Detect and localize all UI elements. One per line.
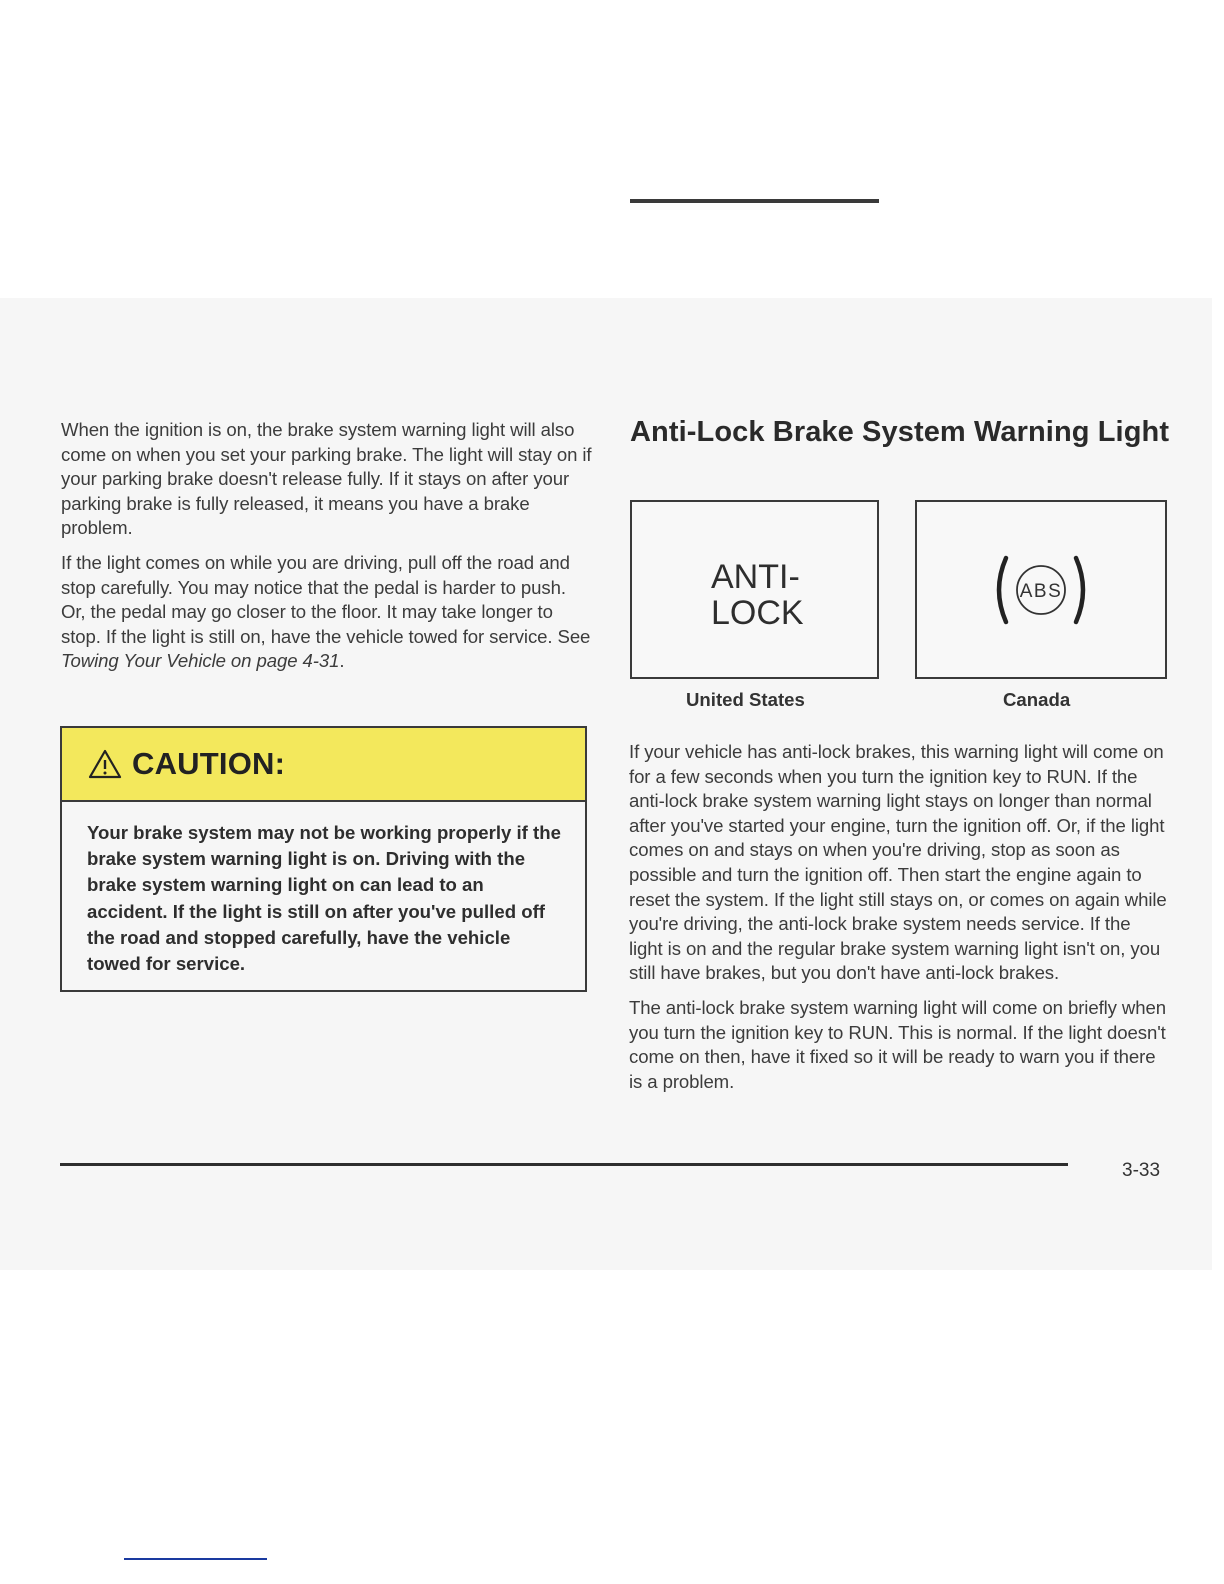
driving-warning-end: . [339,650,345,672]
anti-lock-symbol [711,559,804,631]
footer-rule [60,1163,1068,1166]
towing-reference-link[interactable]: Towing Your Vehicle on page 4-31 [61,650,340,672]
anti-lock-indicator-us-box [630,500,879,679]
right-column [630,412,1170,452]
anti-lock-symbol-line2: LOCK [711,594,804,632]
section-title: Anti-Lock Brake System Warning Light [630,416,1170,448]
caution-header [62,728,585,802]
anti-lock-indicator-us [630,199,879,203]
left-column [61,418,593,684]
abs-symbol-text: ABS [1019,581,1063,602]
caution-text: Your brake system may not be working properly if the brake system warning light is on. Driving with the brake system warning light on can lead to an accident. If the light is still on after you've pulled off the road and stopped carefully, have the vehicle towed for service. [87,822,561,975]
bottom-link-underline [124,1558,267,1560]
caption-canada: Canada [1003,689,1071,710]
abs-light-paragraph: If your vehicle has anti-lock brakes, this warning light will come on for a few seconds when you turn the ignition key to RUN. If the anti-lock brake system warning light stays on longer than normal after you've started your engine, turn the ignition off. Or, if the light comes on and stays on when you're driving, stop as soon as possible and turn the ignition off. Then start the engine again to reset the system. If the light still stays on, or comes on again while you're driving, the anti-lock brake system needs service. If the light is on and the regular brake system warning light isn't on, you still have brakes, but you don't have anti-lock brakes. [629,741,1167,984]
abs-warning-icon [986,550,1096,630]
warning-triangle-icon [88,749,122,779]
page-number: 3-33 [1122,1160,1161,1181]
abs-indicator-canada-box [915,500,1167,679]
caution-box [60,726,587,992]
driving-warning-paragraph [61,551,593,674]
anti-lock-symbol-line1: ANTI- [711,558,800,596]
caption-united-states: United States [686,689,805,710]
abs-startup-paragraph: The anti-lock brake system warning light will come on briefly when you turn the ignition key to RUN. This is normal. If the light doesn't come on then, have it fixed so it will be ready to warn you if there is a problem. [629,996,1166,1092]
caution-title: CAUTION: [132,746,286,781]
right-column-body [629,740,1169,1104]
brake-warning-paragraph: When the ignition is on, the brake system warning light will also come on when you set your parking brake. The light will stay on if your parking brake doesn't release fully. If it stays on after your parking brake is fully released, it means you have a brake problem. [61,419,592,539]
driving-warning-text: If the light comes on while you are driving, pull off the road and stop carefully. You may notice that the pedal is harder to push. Or, the pedal may go closer to the floor. It may take longer to stop. If the light is still on, have the vehicle towed for service. See [61,551,591,647]
